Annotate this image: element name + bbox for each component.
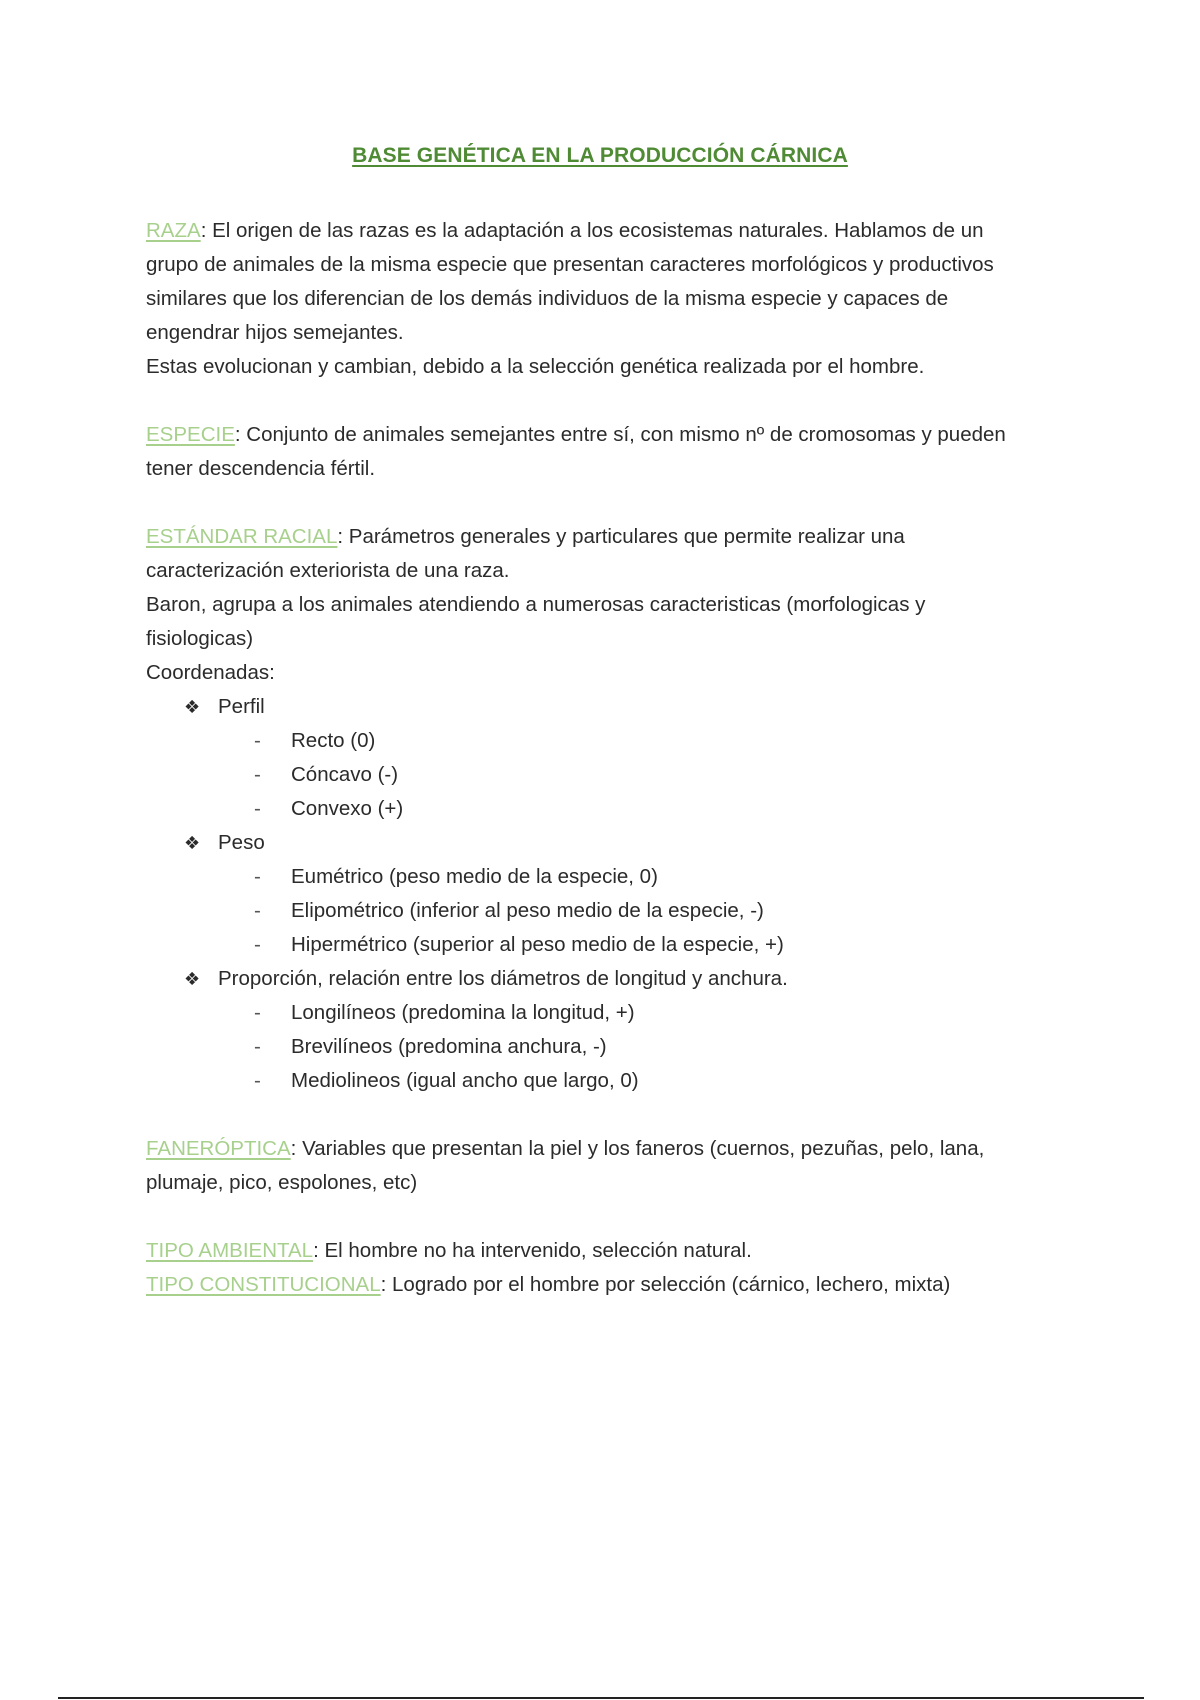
tipo-ambiental-definition [146, 1234, 1076, 1268]
footer-divider [58, 1697, 1144, 1699]
sub-list-item [146, 860, 1076, 894]
list-item-proporcion [146, 962, 1076, 996]
raza-line: grupo de animales de la misma especie que presentan caracteres morfológicos y productivos [146, 253, 994, 276]
raza-line [146, 214, 1076, 248]
raza-definition [146, 214, 1076, 384]
sub-list-item-text: Elipométrico (inferior al peso medio de la especie, -) [291, 899, 764, 922]
faneroptica-definition [146, 1132, 1076, 1200]
tipo-constitucional-text: : Logrado por el hombre por selección (cárnico, lechero, mixta) [380, 1273, 951, 1296]
sub-list-item-text: Longilíneos (predomina la longitud, +) [291, 1001, 635, 1024]
raza-line: similares que los diferencian de los demás individuos de la misma especie y capaces de [146, 287, 949, 310]
dash-bullet-icon: - [254, 1035, 261, 1058]
dash-bullet-icon: - [254, 865, 261, 888]
sub-list-item-text: Cóncavo (-) [291, 763, 399, 786]
coordenadas-list [146, 690, 1076, 1098]
dash-bullet-icon: - [254, 1069, 261, 1092]
raza-term: RAZA [146, 219, 201, 242]
sub-list-item-text: Mediolineos (igual ancho que largo, 0) [291, 1069, 639, 1092]
faneroptica-text: : Variables que presentan la piel y los faneros (cuernos, pezuñas, pelo, lana, [290, 1137, 985, 1160]
spacer [146, 384, 1076, 418]
list-item-label: Proporción, relación entre los diámetros de longitud y anchura. [218, 967, 788, 990]
raza-text: : El origen de las razas es la adaptación a los ecosistemas naturales. Hablamos de un [200, 219, 984, 242]
sub-list-item [146, 1064, 1076, 1098]
diamond-bullet-icon: ❖ [184, 697, 201, 717]
faneroptica-term: FANERÓPTICA [146, 1137, 291, 1160]
page-title: BASE GENÉTICA EN LA PRODUCCIÓN CÁRNICA [352, 144, 848, 167]
estandar-line: caracterización exteriorista de una raza. [146, 559, 510, 582]
list-item-label: Peso [218, 831, 265, 854]
spacer [146, 1200, 1076, 1234]
tipo-constitucional-definition [146, 1268, 1076, 1302]
sub-list-item-text: Brevilíneos (predomina anchura, -) [291, 1035, 607, 1058]
dash-bullet-icon: - [254, 1001, 261, 1024]
sub-list-item [146, 928, 1076, 962]
faneroptica-line: plumaje, pico, espolones, etc) [146, 1171, 418, 1194]
especie-term: ESPECIE [146, 423, 235, 446]
raza-line: Estas evolucionan y cambian, debido a la selección genética realizada por el hombre. [146, 355, 925, 378]
especie-line [146, 418, 1076, 452]
estandar-definition [146, 520, 1076, 690]
estandar-line: fisiologicas) [146, 627, 254, 650]
tipo-ambiental-text: : El hombre no ha intervenido, selección natural. [313, 1239, 752, 1262]
dash-bullet-icon: - [254, 899, 261, 922]
tipo-ambiental-term: TIPO AMBIENTAL [146, 1239, 314, 1262]
sub-list-item [146, 724, 1076, 758]
dash-bullet-icon: - [254, 797, 261, 820]
sub-list-item [146, 758, 1076, 792]
estandar-line: Coordenadas: [146, 661, 275, 684]
document-body [146, 214, 1076, 1302]
sub-list-item [146, 792, 1076, 826]
dash-bullet-icon: - [254, 763, 261, 786]
estandar-line: Baron, agrupa a los animales atendiendo a numerosas caracteristicas (morfologicas y [146, 593, 926, 616]
estandar-text: : Parámetros generales y particulares que permite realizar una [337, 525, 905, 548]
sub-list-item [146, 1030, 1076, 1064]
sub-list-item-text: Recto (0) [291, 729, 376, 752]
faneroptica-line [146, 1132, 1076, 1166]
diamond-bullet-icon: ❖ [184, 833, 201, 853]
sub-list-item-text: Eumétrico (peso medio de la especie, 0) [291, 865, 658, 888]
spacer [146, 486, 1076, 520]
tipo-constitucional-term: TIPO CONSTITUCIONAL [146, 1273, 381, 1296]
spacer [146, 1098, 1076, 1132]
list-item-label: Perfil [218, 695, 265, 718]
list-item-perfil [146, 690, 1076, 724]
sub-list-item-text: Convexo (+) [291, 797, 404, 820]
list-item-peso [146, 826, 1076, 860]
sub-list-item-text: Hipermétrico (superior al peso medio de la especie, +) [291, 933, 784, 956]
sub-list-item [146, 894, 1076, 928]
estandar-line [146, 520, 1076, 554]
dash-bullet-icon: - [254, 933, 261, 956]
raza-line: engendrar hijos semejantes. [146, 321, 404, 344]
dash-bullet-icon: - [254, 729, 261, 752]
especie-text: : Conjunto de animales semejantes entre sí, con mismo nº de cromosomas y pueden [234, 423, 1006, 446]
especie-line: tener descendencia fértil. [146, 457, 376, 480]
diamond-bullet-icon: ❖ [184, 969, 201, 989]
sub-list-item [146, 996, 1076, 1030]
especie-definition [146, 418, 1076, 486]
estandar-term: ESTÁNDAR RACIAL [146, 525, 338, 548]
